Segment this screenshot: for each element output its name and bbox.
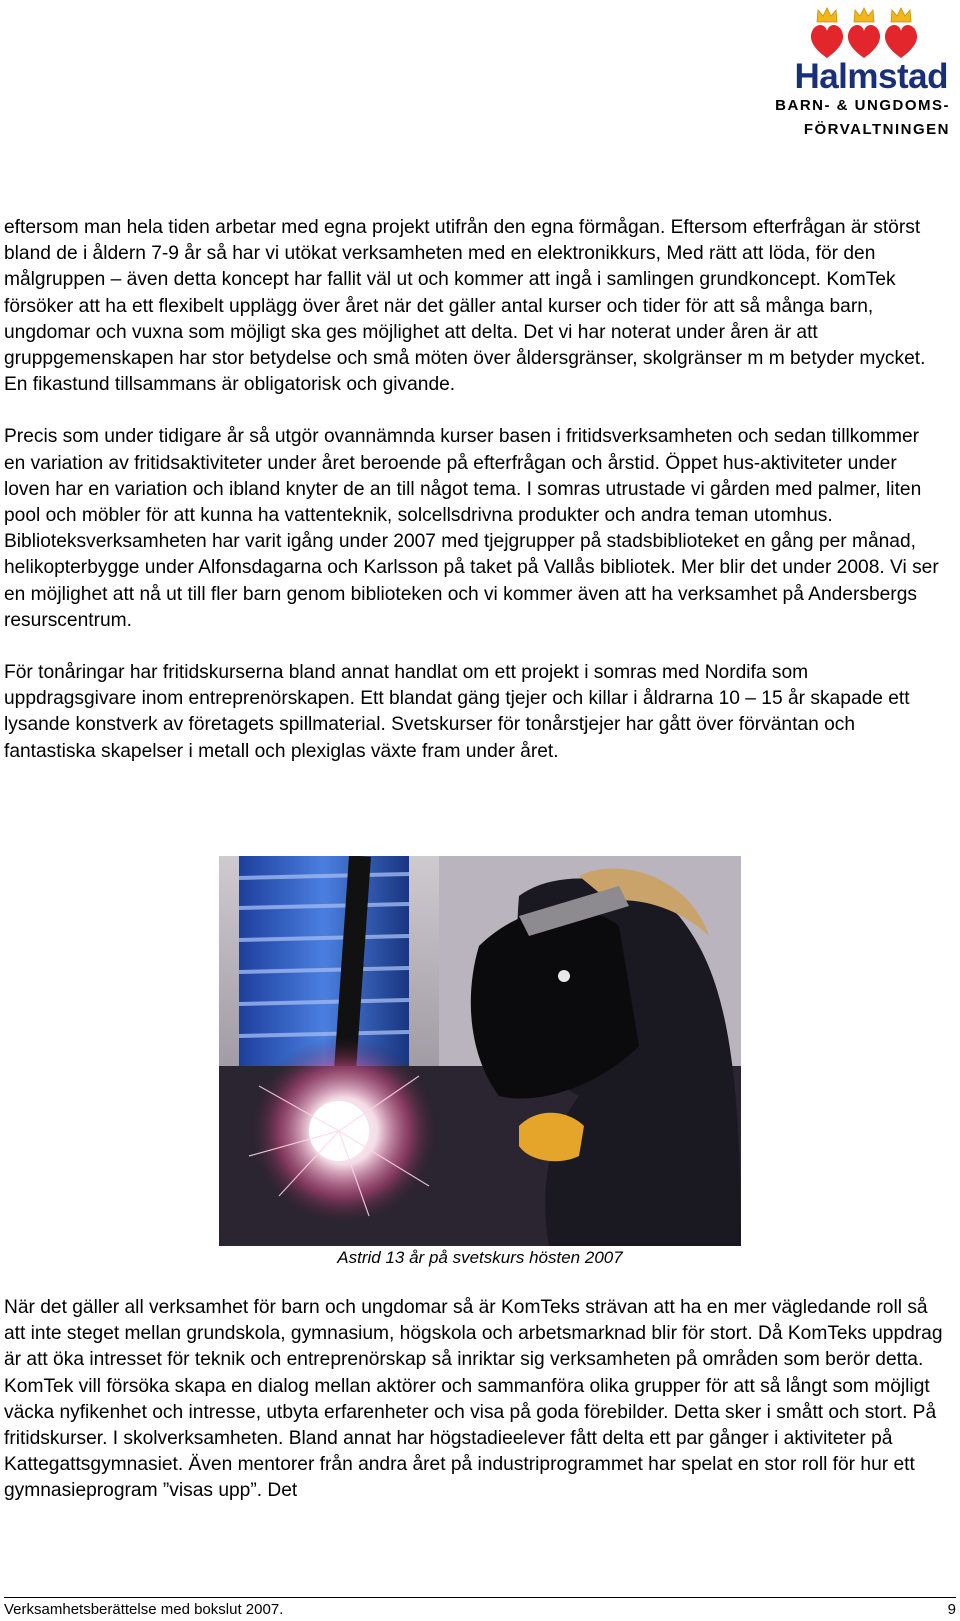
paragraph: eftersom man hela tiden arbetar med egna projekt utifrån den egna förmågan. Eftersom efterfrågan är störst bland de i åldern 7-9 år så har vi utökat verksamheten med en elektronikkurs, Med rätt att löda, för den målgruppen – även detta koncept har fallit väl ut och kommer att ingå i samlingen grundkoncept. KomTek försöker att ha ett flexibelt upplägg över året när det gäller antal kurser och tider för att så många barn, ungdomar och vuxna som möjligt ska ges möjlighet att delta. Det vi har noterat under åren är att gruppgemenskapen har stor betydelse och små möten över åldersgränser, skolgränser m m betyder mycket. En fikastund tillsammans är obligatorisk och givande. xyxy=(4,217,926,396)
halmstad-logo xyxy=(750,6,950,138)
org-name: Halmstad xyxy=(794,57,948,96)
body-text-continued xyxy=(4,1295,944,1505)
paragraph: När det gäller all verksamhet för barn och ungdomar så är KomTeks strävan att ha en mer vägledande roll så att inte steget mellan grundskola, gymnasium, högskola och arbetsmarknad blir för stort. Då KomTeks uppdrag är att öka intresset för teknik och entreprenörskap så inriktar sig verksamheten på områden som berör detta. KomTek vill försöka skapa en dialog mellan aktörer och sammanföra olika grupper för att så långt som möjligt väcka nyfikenhet och intresse, utbyta erfarenheter och visa på goda förebilder. Detta sker i smått och stort. På fritidskurser. I skolverksamheten. Bland annat har högstadieelever fått delta ett par gånger i aktiviteter på Kattegattsgymnasiet. Även mentorer från andra året på industriprogrammet har spelat en stor roll för hur ett gymnasieprogram ”visas upp”. Det xyxy=(4,1297,943,1502)
footer-title: Verksamhetsberättelse med bokslut 2007. xyxy=(4,1601,284,1618)
department-name xyxy=(750,94,950,142)
crown-hearts-icon xyxy=(750,6,950,62)
page-number: 9 xyxy=(947,1601,956,1618)
department-line-2: FÖRVALTNINGEN xyxy=(803,121,950,138)
welding-photo xyxy=(219,856,741,1246)
figure-caption: Astrid 13 år på svetskurs hösten 2007 xyxy=(337,1248,623,1267)
paragraph: Precis som under tidigare år så utgör ovannämnda kurser basen i fritidsverksamheten och sedan tillkommer en variation av fritidsaktiviteter under året beroende på efterfrågan och årstid. Öppet hus-aktiviteter under loven har en variation och ibland knyter de an till något tema. I somras utrustade vi gården med palmer, liten pool och möbler för att kunna ha vattenteknik, solcellsdrivna produkter och andra teman utomhus. Biblioteksverksamheten har varit igång under 2007 med tjejgrupper på stadsbiblioteket en gång per månad, helikopterbygge under Alfonsdagarna och Karlsson på taket på Vallås bibliotek. Mer blir det under 2008. Vi ser en möjlighet att nå ut till fler barn genom biblioteken och vi kommer även att ha verksamhet på Andersbergs resurscentrum. xyxy=(4,426,939,631)
body-text xyxy=(4,215,944,791)
page-footer xyxy=(4,1597,956,1620)
paragraph: För tonåringar har fritidskurserna bland annat handlat om ett projekt i somras med Nordifa som uppdragsgivare inom entreprenörskapen. Ett blandat gäng tjejer och killar i åldrarna 10 – 15 år skapade ett lysande konstverk av företagets spillmaterial. Svetskurser för tonårstjejer har gått över förväntan och fantastiska skapelser i metall och plexiglas växte fram under året. xyxy=(4,662,910,762)
department-line-1: BARN- & UNGDOMS- xyxy=(775,97,950,114)
